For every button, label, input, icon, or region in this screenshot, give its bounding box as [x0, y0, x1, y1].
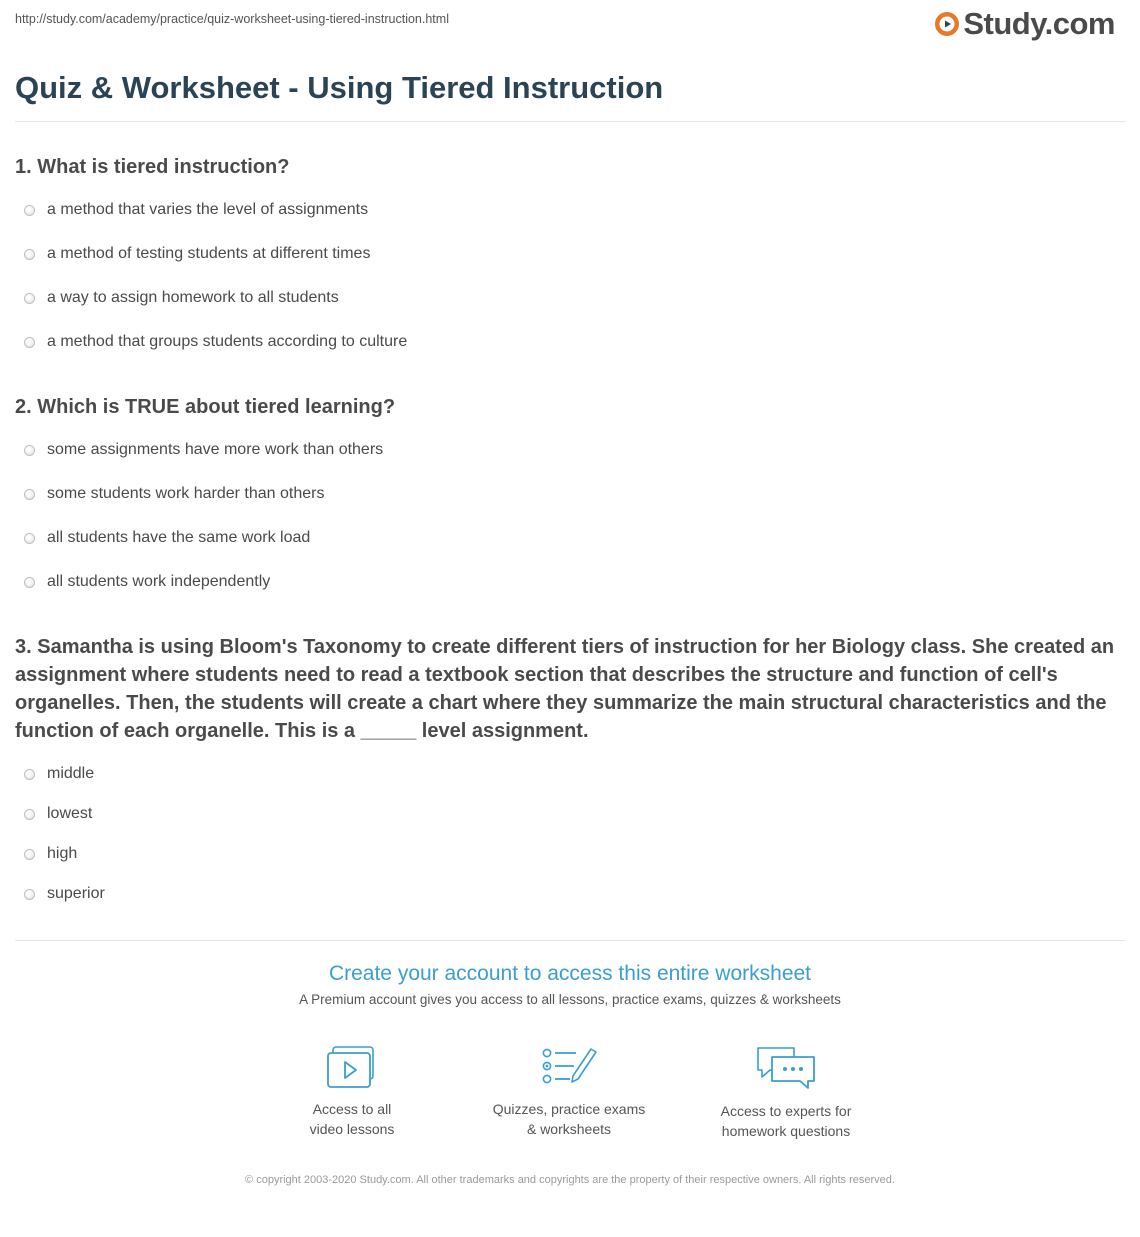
answer-option[interactable] [15, 560, 1125, 604]
logo-text: Study.com [963, 6, 1115, 41]
answer-option[interactable] [15, 320, 1125, 364]
top-bar [15, 0, 1125, 40]
question-2 [15, 393, 1125, 604]
radio-button[interactable] [24, 445, 35, 456]
cta-subtitle: A Premium account gives you access to all lessons, practice exams, quizzes & worksheets [299, 992, 841, 1007]
answer-options [15, 754, 1125, 914]
option-label: a method that groups students according to culture [47, 333, 408, 350]
page-title: Quiz & Worksheet - Using Tiered Instruction [15, 70, 664, 105]
question-1 [15, 153, 1125, 364]
option-label: a method of testing students at different times [47, 245, 371, 262]
feature-video-lessons [252, 1045, 452, 1139]
radio-button[interactable] [24, 205, 35, 216]
answer-option[interactable] [15, 472, 1125, 516]
answer-option[interactable] [15, 874, 1125, 914]
option-label: middle [47, 765, 95, 782]
answer-options [15, 188, 1125, 364]
play-logo-icon [934, 11, 960, 37]
answer-option[interactable] [15, 188, 1125, 232]
answer-option[interactable] [15, 834, 1125, 874]
option-label: high [47, 845, 78, 862]
answer-option[interactable] [15, 516, 1125, 560]
radio-button[interactable] [24, 533, 35, 544]
question-text: 3. Samantha is using Bloom's Taxonomy to create different tiers of instruction for her Biology class. She created an assignment where students need to read a textbook section that describes the structure and function of cell's organelles. Then, the students will create a chart where they summarize the main structural characteristics and the function of each organelle. This is a _____ level assignment. [15, 636, 1115, 742]
radio-button[interactable] [24, 769, 35, 780]
radio-button[interactable] [24, 293, 35, 304]
copyright-footer: © copyright 2003-2020 Study.com. All other trademarks and copyrights are the property of their respective owners. All rights reserved. [245, 1174, 895, 1186]
question-3 [15, 633, 1125, 914]
page-url: http://study.com/academy/practice/quiz-worksheet-using-tiered-instruction.html [15, 12, 449, 26]
premium-cta [15, 962, 1125, 1007]
radio-button[interactable] [24, 809, 35, 820]
feature-label: Access to experts for homework questions [720, 1103, 852, 1139]
radio-button[interactable] [24, 489, 35, 500]
feature-quizzes [469, 1045, 669, 1139]
answer-option[interactable] [15, 276, 1125, 320]
chat-bubbles-icon [754, 1045, 818, 1091]
question-text: 2. Which is TRUE about tiered learning? [15, 396, 396, 418]
feature-label: Access to all video lessons [309, 1101, 395, 1137]
option-label: all students work independently [47, 573, 271, 590]
answer-options [15, 428, 1125, 604]
video-lessons-icon [325, 1045, 379, 1089]
create-account-link[interactable]: Create your account to access this entire worksheet [328, 962, 812, 985]
page [15, 0, 1125, 1186]
radio-button[interactable] [24, 849, 35, 860]
radio-button[interactable] [24, 889, 35, 900]
radio-button[interactable] [24, 249, 35, 260]
cta-divider [15, 940, 1125, 941]
title-divider [15, 121, 1125, 122]
option-label: a way to assign homework to all students [47, 289, 339, 306]
option-label: a method that varies the level of assignments [47, 201, 369, 218]
option-label: all students have the same work load [47, 529, 311, 546]
option-label: superior [47, 885, 105, 902]
radio-button[interactable] [24, 577, 35, 588]
answer-option[interactable] [15, 754, 1125, 794]
answer-option[interactable] [15, 232, 1125, 276]
feature-label: Quizzes, practice exams & worksheets [492, 1101, 646, 1137]
option-label: some assignments have more work than others [47, 441, 384, 458]
answer-option[interactable] [15, 794, 1125, 834]
study-logo[interactable] [934, 6, 1115, 42]
radio-button[interactable] [24, 337, 35, 348]
question-text: 1. What is tiered instruction? [15, 156, 290, 178]
answer-option[interactable] [15, 428, 1125, 472]
option-label: lowest [47, 805, 93, 822]
feature-experts [686, 1045, 886, 1141]
option-label: some students work harder than others [47, 485, 325, 502]
quiz-checklist-icon [540, 1045, 598, 1089]
